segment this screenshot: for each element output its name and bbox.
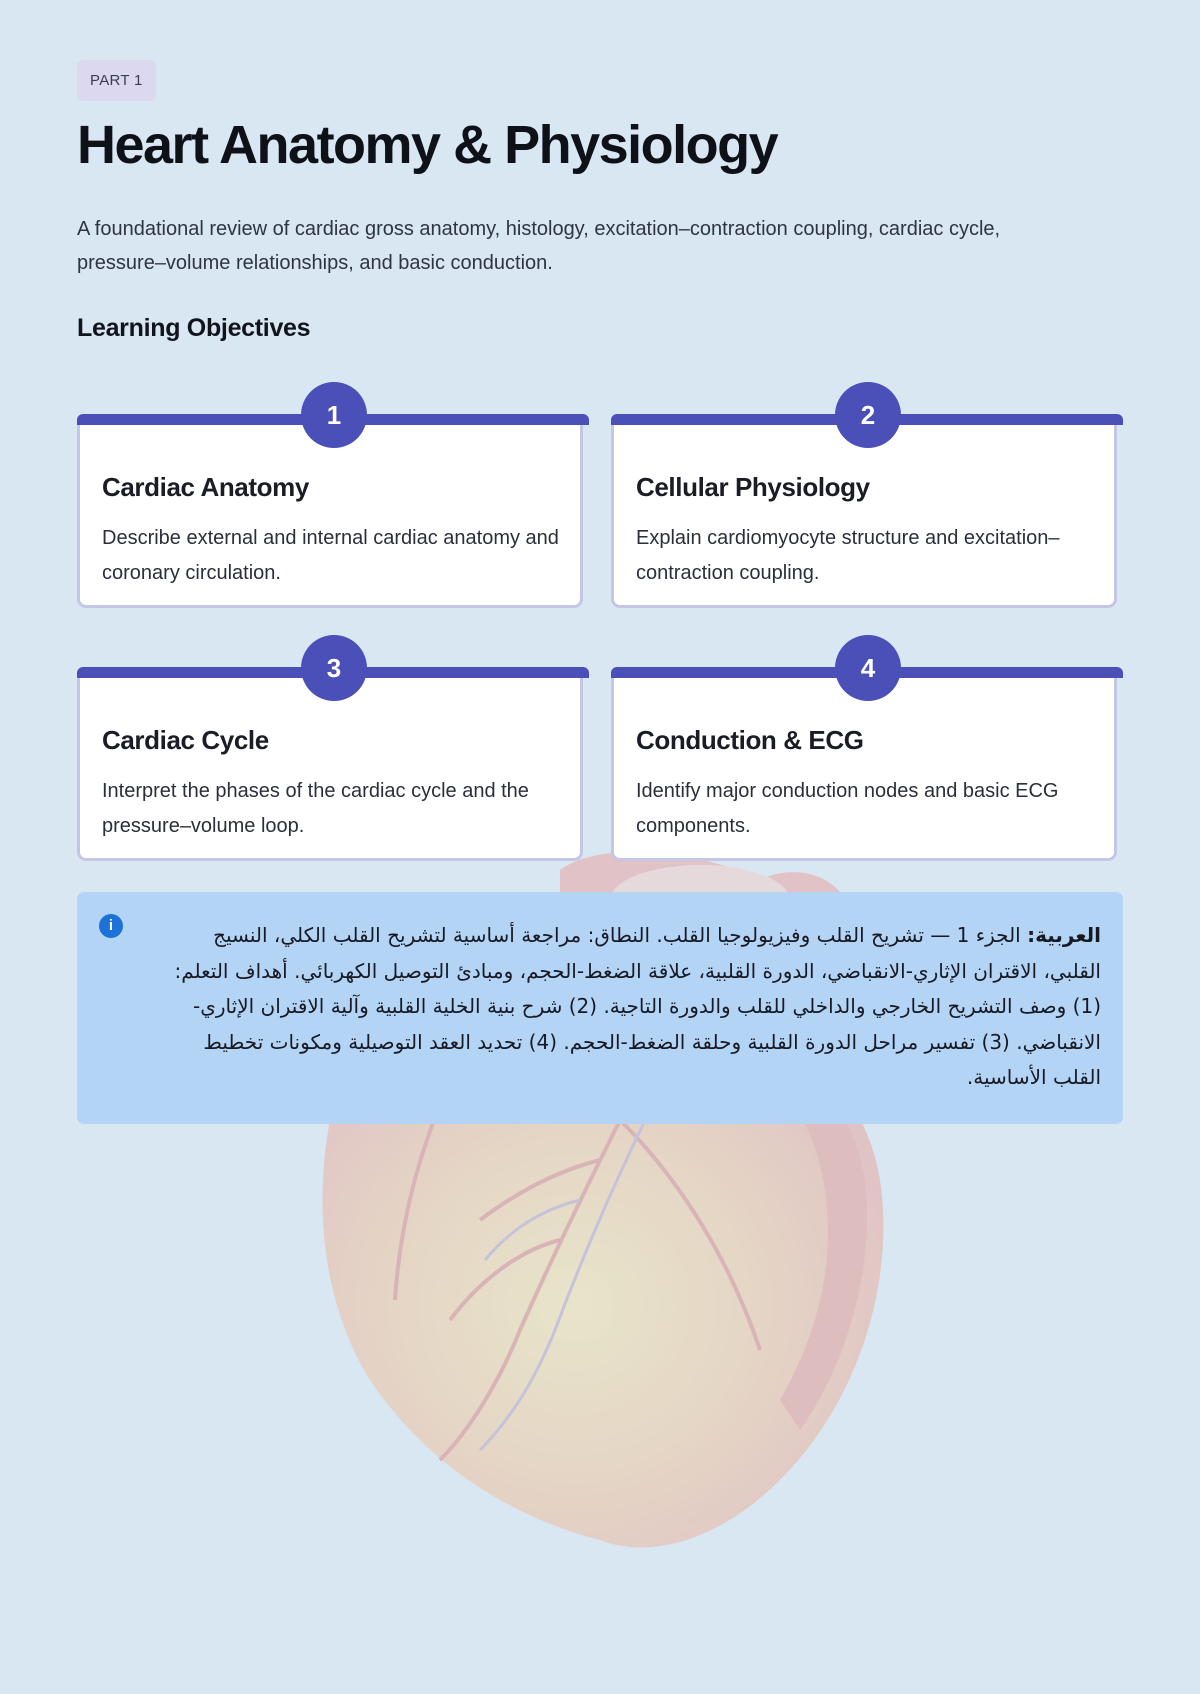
info-icon: i <box>99 914 123 938</box>
objective-card <box>77 400 583 608</box>
arabic-label: العربية: <box>1027 923 1101 947</box>
objective-card <box>611 400 1117 608</box>
objective-title: Cellular Physiology <box>636 472 870 502</box>
objective-number-badge: 1 <box>301 382 367 448</box>
objective-card <box>611 653 1117 861</box>
objective-description: Explain cardiomyocyte structure and excitation–contraction coupling. <box>636 527 1060 584</box>
page-title: Heart Anatomy & Physiology <box>77 115 778 175</box>
objective-description: Describe external and internal cardiac anatomy and coronary circulation. <box>102 527 559 584</box>
objective-number-badge: 3 <box>301 635 367 701</box>
objective-description: Interpret the phases of the cardiac cycle and the pressure–volume loop. <box>102 780 529 837</box>
objectives-heading: Learning Objectives <box>77 314 311 342</box>
objective-title: Cardiac Anatomy <box>102 472 309 502</box>
objective-title: Cardiac Cycle <box>102 725 269 755</box>
arabic-body: الجزء 1 — تشريح القلب وفيزيولوجيا القلب. النطاق: مراجعة أساسية لتشريح القلب الكلي، النسيج القلبي، الاقتران الإثاري-الانقباضي، الدورة القلبية، علاقة الضغط-الحجم، ومبادئ التوصيل الكهربائي. أهداف التعلم: (1) وصف التشريح الخارجي والداخلي للقلب والدورة التاجية. (2) شرح بنية الخلية القلبية وآلية الاقتران الإثاري-الانقباضي. (3) تفسير مراحل الدورة القلبية وحلقة الضغط-الحجم. (4) تحديد العقد التوصيلية ومكونات تخطيط القلب الأساسية. <box>174 923 1101 1089</box>
objective-title: Conduction & ECG <box>636 725 864 755</box>
objective-number-badge: 2 <box>835 382 901 448</box>
part-badge: PART 1 <box>77 60 156 101</box>
arabic-translation-text <box>151 918 1101 1096</box>
arabic-translation-box <box>77 892 1123 1124</box>
objective-card <box>77 653 583 861</box>
objective-description: Identify major conduction nodes and basic ECG components. <box>636 780 1059 837</box>
objective-number-badge: 4 <box>835 635 901 701</box>
intro-paragraph: A foundational review of cardiac gross anatomy, histology, excitation–contraction coupling, cardiac cycle, pressure–volume relationships, and basic conduction. <box>77 218 1001 274</box>
